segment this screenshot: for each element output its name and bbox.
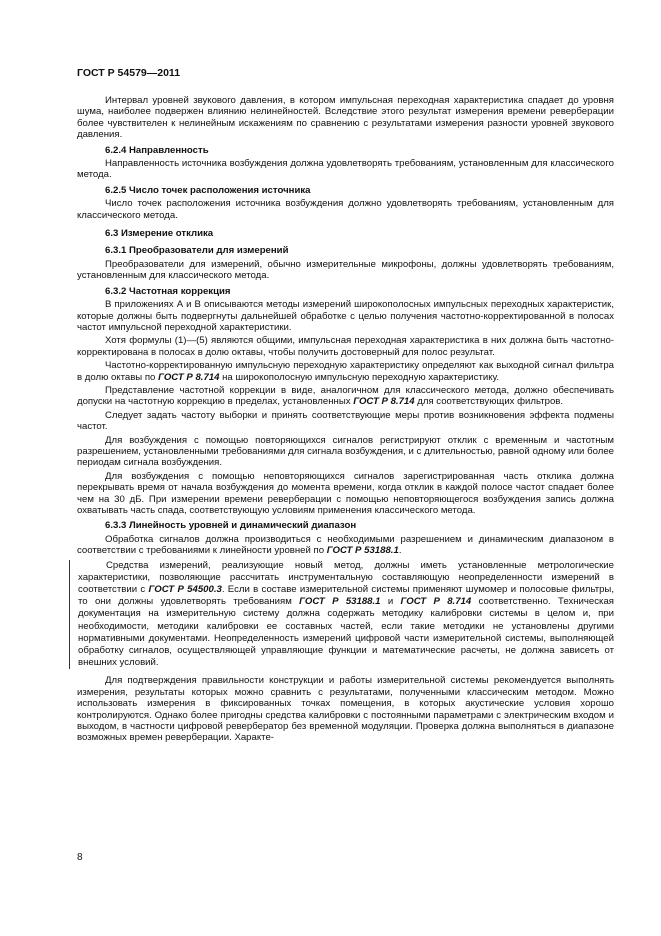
paragraph (77, 198, 614, 221)
paragraph (77, 95, 614, 141)
standard-reference: ГОСТ Р 8.714 (400, 596, 472, 608)
paragraph (77, 385, 614, 408)
paragraph (77, 435, 614, 469)
paragraph-text: Интервал уровней звукового давления, в котором импульсная переходная характеристика спадает до уровня шума, наиболее подвержен влиянию нелинейностей. Вследствие этого результат измерения времени реверберации более чувствителен к нелинейным искажениям по сравнению с результатами измерения разности уровней звукового давления. (77, 95, 614, 141)
paragraph-text: В приложениях А и В описываются методы измерений широкополосных импульсных переходных характеристик, которые должны быть подвергнуты дальнейшей обработке с целью получения частотно-корректированной в полосах частот импульсной переходной характеристики. (77, 299, 614, 333)
paragraph-text: и (380, 596, 401, 608)
paragraph-text: Для возбуждения с помощью повторяющихся сигналов регистрируют отклик с временным и частотным разрешением, установленными требованиями для сигнала возбуждения, и с длительностью, равной одному или более периодам сигнала возбуждения. (77, 434, 614, 469)
subsection-heading: 6.2.5 Число точек расположения источника (105, 184, 311, 196)
standard-reference: ГОСТ Р 54500.3 (148, 584, 222, 596)
standard-reference: ГОСТ Р 53188.1 (299, 596, 381, 608)
standard-reference: ГОСТ Р 53188.1 (326, 545, 399, 557)
paragraph (77, 360, 614, 383)
paragraph-text: на широкополосную импульсную переходную характеристику. (219, 371, 500, 383)
section-heading: 6.3 Измерение отклика (105, 228, 214, 240)
page-number: 8 (77, 852, 83, 863)
subsection-heading: 6.3.3 Линейность уровней и динамический диапазон (105, 520, 357, 532)
paragraph-text: соответственно. Техническая документация на измерительную систему должна содержать методику калибровки системы в целом и, при необходимости, методики калибровки ее составных частей, если такие методики не установлены другими нормативными документами. Неопределенность измерений цифровой части измерительной системы, выполняющей обработку сигналов, осуществляющей управляющие функции и математические расчеты, не должна зависеть от внешних условий. (78, 596, 614, 669)
paragraph-text: . (398, 545, 402, 557)
paragraph-text: Преобразователи для измерений, обычно измерительные микрофоны, должны удовлетворять требованиям, установленным для классического метода. (77, 258, 614, 282)
paragraph (77, 259, 614, 282)
paragraph-text: . Если в составе измерительной системы применяют шумомер и полосовые фильтры, то они должны удовлетворять требованиям (78, 584, 614, 608)
paragraph-text: Направленность источника возбуждения должна удовлетворять требованиям, установленным для классического метода. (77, 158, 614, 181)
paragraph-text: Следует задать частоту выборки и принять соответствующие меры против возникновения эффекта подмены частот. (77, 409, 614, 433)
subsection-heading: 6.3.2 Частотная коррекция (105, 285, 231, 297)
changed-text-block (69, 560, 614, 670)
paragraph-text: для соответствующих фильтров. (414, 396, 564, 408)
document-body (77, 95, 614, 746)
paragraph (77, 158, 614, 181)
standard-reference: ГОСТ Р 8.714 (353, 396, 415, 408)
paragraph-text: Хотя формулы (1)—(5) являются общими, импульсная переходная характеристика в них должна быть частотно-корректирована в полосах в долю октавы, чтобы получить достоверный для полос результат. (77, 335, 614, 358)
document-header: ГОСТ Р 54579—2011 (77, 67, 181, 79)
paragraph-text: Представление частотной коррекции в виде, аналогичном для классического метода, должно обеспечивать допуски на частотную коррекцию в пределах, установленных (77, 384, 614, 408)
paragraph (77, 335, 614, 358)
paragraph (77, 410, 614, 433)
paragraph (77, 471, 614, 517)
paragraph-text: Обработка сигналов должна производиться с необходимыми разрешением и динамическим диапазоном в соответствии с требованиями к линейности уровней по (77, 533, 614, 557)
paragraph (77, 534, 614, 557)
paragraph-text: Средства измерений, реализующие новый метод, должны иметь установленные метрологические характеристики, позволяющие рассчитать инструментальную составляющую неопределенности измерений в соответствии с (78, 559, 614, 596)
paragraph (77, 675, 614, 743)
subsection-heading: 6.3.1 Преобразователи для измерений (105, 245, 289, 257)
paragraph-text: Для подтверждения правильности конструкции и работы измерительной системы рекомендуется выполнять измерения, результаты которых можно сравнить с результатами, полученными классическим методом. Можно использовать измерения в фиксированных точках помещения, в которых акустические условия хорошо контролируются. Однако более пригодны средства калибровки с постоянными параметрами с электрическим входом и выходом, в частности цифровой ревербератор без временной модуляции. Проверка должна выполняться в диапазоне возможных времен реверберации. Характе- (77, 675, 614, 744)
paragraph (78, 560, 614, 670)
standard-reference: ГОСТ Р 8.714 (158, 371, 220, 383)
paragraph-text: Для возбуждения с помощью неповторяющихся сигналов зарегистрированная часть отклика должна перекрывать время от начала возбуждения до момента времени, когда отклик в каждой полосе частот спадает более чем на 30 дБ. При измерении времени реверберации с помощью неповторяющегося возбуждения запись должна охватывать часть спада, соответствующую условиям применения классического метода. (77, 470, 614, 516)
paragraph-text: Частотно-корректированную импульсную переходную характеристику определяют как выходной сигнал фильтра в долю октавы по (77, 360, 614, 383)
paragraph-text: Число точек расположения источника возбуждения должно удовлетворять требованиям, установленным для классического метода. (77, 198, 614, 221)
subsection-heading: 6.2.4 Направленность (105, 144, 209, 156)
paragraph (77, 299, 614, 333)
